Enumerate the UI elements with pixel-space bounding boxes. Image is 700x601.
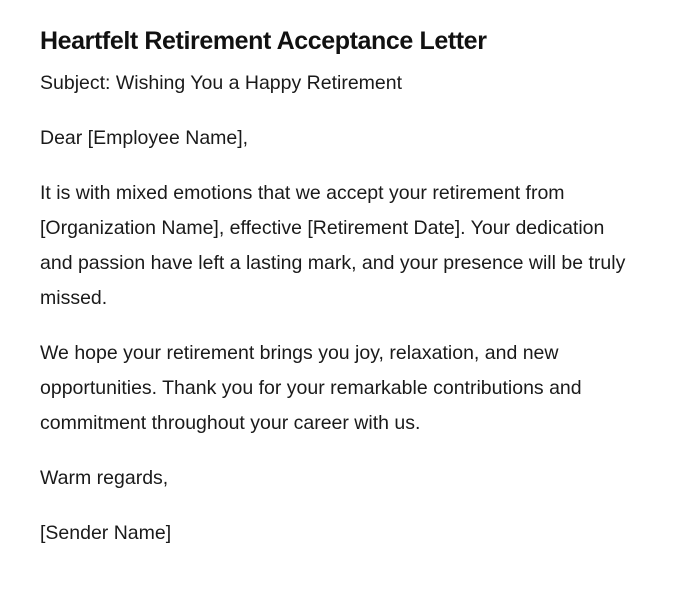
body-paragraph-1: It is with mixed emotions that we accept your retirement from [Organization Name], effective [Retirement Date]. Your dedication and passion have left a lasting mark, and your presence will be truly missed. bbox=[40, 182, 626, 309]
body-paragraph-2: We hope your retirement brings you joy, relaxation, and new opportunities. Thank you for your remarkable contributions and commitment throughout your career with us. bbox=[40, 342, 582, 434]
subject-line: Subject: Wishing You a Happy Retirement bbox=[40, 72, 403, 94]
salutation: Dear [Employee Name], bbox=[40, 127, 249, 149]
signature: [Sender Name] bbox=[40, 522, 172, 544]
closing: Warm regards, bbox=[40, 467, 169, 489]
letter-title: Heartfelt Retirement Acceptance Letter bbox=[40, 27, 487, 55]
